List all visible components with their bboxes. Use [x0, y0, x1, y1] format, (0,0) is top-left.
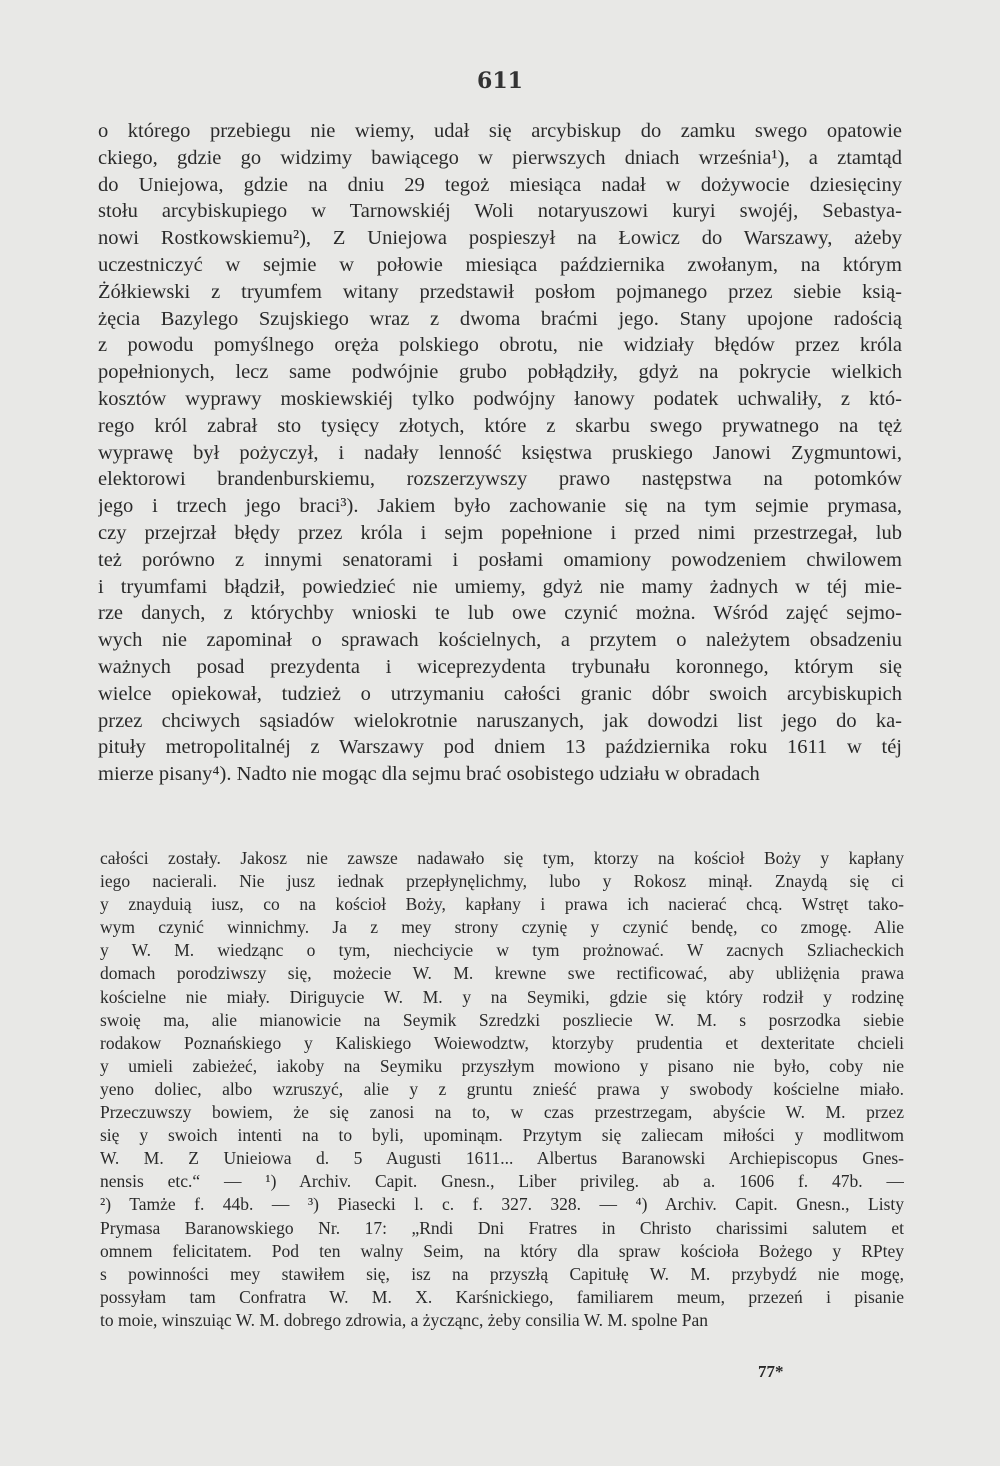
main-line: ważnych posad prezydenta i wiceprezydenta trybunału koronnego, którym się: [98, 655, 902, 678]
main-line: mierze pisany⁴). Nadto nie mogąc dla sejmu brać osobistego udziału w obradach: [98, 763, 760, 786]
footnote-line: Prymasa Baranowskiego Nr. 17: „Rndi Dni Fratres in Christo charissimi salutem et: [100, 1217, 904, 1238]
main-line: wych nie zapominał o sprawach kościelnych, a przytem o należytem obsadzeniu: [98, 629, 902, 652]
footnote-line: rodakow Poznańskiego y Kaliskiego Woiewodztw, ktorzyby prudentia et dexteritate chcieli: [100, 1032, 904, 1053]
footnote-line: omnem felicitatem. Pod ten walny Seim, na który dla spraw kościoła Bożego y RPtey: [100, 1240, 904, 1261]
footnote-line: W. M. Z Unieiowa d. 5 Augusti 1611... Albertus Baranowski Archiepiscopus Gnes-: [100, 1148, 904, 1169]
main-line: stołu arcybiskupiego w Tarnowskiéj Woli notaryuszowi kuryi swojéj, Sebastya-: [98, 200, 902, 223]
main-line: pituły metropolitalnéj z Warszawy pod dniem 13 października roku 1611 w téj: [98, 736, 902, 759]
main-line: i tryumfami błądził, powiedzieć nie umiemy, gdyż nie mamy żadnych w téj mie-: [98, 575, 902, 598]
footnote-line: nensis etc.“ — ¹) Archiv. Capit. Gnesn., Liber privileg. ab a. 1606 f. 47b. —: [100, 1171, 904, 1192]
footnote-line: y znayduią iusz, co na kościoł Boży, kapłany i prawa ich nacierać chcą. Wstręt tako-: [100, 894, 904, 915]
footnote-line: domach porodziwszy się, możecie W. M. krewne swe rectificować, aby ubliżęnia prawa: [100, 963, 904, 984]
main-line: rze danych, z którychby wnioski te lub owe czynić można. Wśród zajęć sejmo-: [98, 602, 902, 625]
main-line: wielce opiekował, tudzież o utrzymaniu całości granic dóbr swoich arcybiskupich: [98, 682, 902, 705]
main-text: [98, 118, 902, 788]
main-line: o którego przebiegu nie wiemy, udał się arcybiskup do zamku swego opatowie: [98, 120, 902, 142]
main-line: wyprawę był pożyczył, i nadały lenność księstwa pruskiego Janowi Zygmuntowi,: [98, 441, 902, 464]
main-line: popełnionych, lecz same podwójnie grubo pobłądziły, gdyż na pokrycie wielkich: [98, 361, 902, 384]
footnote-line: całości zostały. Jakosz nie zawsze nadawało się tym, ktorzy na kościoł Boży y kapłany: [100, 848, 904, 868]
main-line: nowi Rostkowskiemu²), Z Uniejowa pospieszył na Łowicz do Warszawy, ażeby: [98, 227, 902, 250]
signature-mark: 77*: [758, 1362, 784, 1381]
main-line: czy przejrzał błędy przez króla i sejm popełnione i przed nimi przestrzegał, lub: [98, 521, 902, 544]
footnote-line: ²) Tamże f. 44b. — ³) Piasecki l. c. f. 327. 328. — ⁴) Archiv. Capit. Gnesn., Listy: [100, 1194, 904, 1215]
main-line: przez chciwych sąsiadów wielokrotnie naruszanych, jak dowodzi list jego do ka-: [98, 709, 902, 732]
main-line: kosztów wyprawy moskiewskiéj tylko podwójny łanowy podatek uchwaliły, z któ-: [98, 387, 902, 410]
main-line: uczestniczyć w sejmie w połowie miesiąca października zwołanym, na którym: [98, 253, 902, 276]
page-number: 611: [477, 68, 523, 94]
main-line: elektorowi brandenburskiemu, rozszerzywszy prawo następstwa na potomków: [98, 468, 902, 491]
footnote-line: się y swoich intenti na to byli, upominąm. Przytym się zaliecam miłości y modlitwom: [100, 1125, 904, 1146]
footnote-line: y umieli zabieżeć, iakoby na Seymiku przyszłym mowiono y pisano nie było, coby nie: [100, 1055, 904, 1076]
main-line: z powodu pomyślnego oręża polskiego obrotu, nie widziały błędów przez króla: [98, 334, 902, 357]
footnotes: [100, 847, 904, 1332]
footnote-line: to moie, winszuiąc W. M. dobrego zdrowia, a życząnc, żeby consilia W. M. spolne Pan: [100, 1309, 708, 1330]
footnote-line: y W. M. wiedząnc o tym, niechciycie w tym prożnować. W zacnych Szliacheckich: [100, 940, 904, 961]
footnote-line: s powinności mey stawiłem się, isz na przyszłą Capitułę W. M. przybydź nie mogę,: [100, 1263, 904, 1284]
main-line: do Uniejowa, gdzie na dniu 29 tegoż miesiąca nadał w dożywocie dziesięciny: [98, 173, 902, 196]
main-line: żęcia Bazylego Szujskiego wraz z dwoma braćmi jego. Stany upojone radością: [98, 307, 902, 330]
footnote-line: possyłam tam Confratra W. M. X. Karśnickiego, familiarem meum, przezeń i pisanie: [100, 1286, 904, 1307]
footnote-line: wym czynić winnichmy. Ja z mey strony czynię y czynić bendę, co zmogę. Alie: [100, 917, 904, 938]
footnote-line: Przeczuwszy bowiem, że się zanosi na to, w czas przestrzegam, abyście W. M. przez: [100, 1102, 904, 1123]
main-line: Żółkiewski z tryumfem witany przedstawił posłom pojmanego przez siebie ksią-: [98, 280, 902, 303]
footnote-line: swoię ma, alie mianowicie na Seymik Szredzki poszliecie W. M. s posrzodka siebie: [100, 1009, 904, 1030]
footnote-line: kościelne nie miały. Diriguycie W. M. y na Seymiki, gdzie się który rodził y rodzinę: [100, 986, 904, 1007]
main-line: jego i trzech jego braci³). Jakiem było zachowanie się na tym sejmie prymasa,: [98, 495, 902, 518]
main-line: rego król zabrał sto tysięcy złotych, które z skarbu swego prywatnego na tęż: [98, 414, 902, 437]
footnote-line: iego nacierali. Nie jusz iednak przepłynęlichmy, lubo y Rokosz minął. Znaydą się ci: [100, 871, 904, 892]
footnote-line: yeno doliec, albo wzruszyć, alie y z gruntu znieść prawa y swobody kościelne miało.: [100, 1078, 904, 1099]
main-line: też porówno z innymi senatorami i posłami omamiony powodzeniem chwilowem: [98, 548, 902, 571]
main-line: ckiego, gdzie go widzimy bawiącego w pierwszych dniach września¹), a ztamtąd: [98, 146, 902, 169]
